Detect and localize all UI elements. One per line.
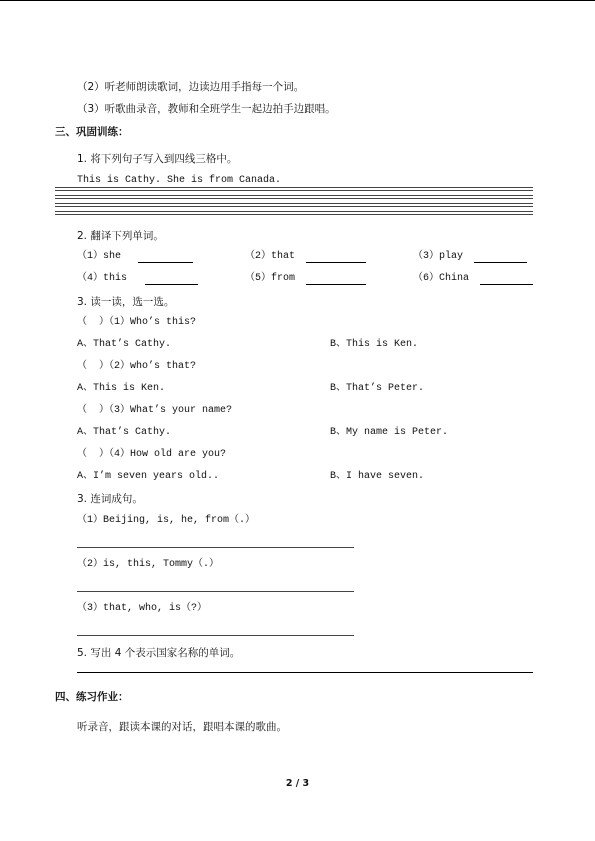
grid-line — [55, 214, 533, 215]
q3-prompt: 3. 读一读，选一选。 — [77, 296, 175, 308]
answer-blank[interactable] — [474, 262, 527, 263]
answer-line[interactable] — [77, 672, 533, 673]
q2-word-2: （2）that — [245, 251, 296, 262]
q3-item-4-stem: （ ）（4）How old are you? — [77, 449, 227, 460]
q3-item-4-option-a: A、I’m seven years old.. — [77, 471, 220, 482]
grid-line — [55, 187, 533, 188]
answer-blank[interactable] — [306, 262, 366, 263]
q2-word-6: （6）China — [413, 273, 470, 284]
q3-item-3-option-a: A、That’s Cathy. — [77, 427, 172, 438]
answer-blank[interactable] — [306, 284, 366, 285]
q4-item-3: （3）that, who, is（?） — [77, 603, 208, 614]
section-4-text: 听录音，跟读本课的对话，跟唱本课的歌曲。 — [77, 721, 287, 733]
grid-line — [55, 190, 533, 191]
grid-line — [55, 195, 533, 196]
answer-blank[interactable] — [480, 284, 533, 285]
section-4-heading: 四、练习作业： — [55, 691, 129, 703]
grid-line — [55, 203, 533, 204]
answer-blank[interactable] — [138, 262, 193, 263]
q4-prompt: 3. 连词成句。 — [77, 493, 143, 505]
q2-word-4: （4）this — [77, 273, 128, 284]
q3-item-1-option-a: A、That’s Cathy. — [77, 339, 172, 350]
q3-item-2-option-b: B、That’s Peter. — [330, 383, 425, 394]
grid-line — [55, 211, 533, 212]
q4-item-1: （1）Beijing, is, he, from（.） — [77, 515, 256, 526]
grid-line — [55, 198, 533, 199]
q2-prompt: 2. 翻译下列单词。 — [77, 230, 164, 242]
q3-item-3-option-b: B、My name is Peter. — [330, 427, 449, 438]
section-3-heading: 三、巩固训练： — [55, 126, 129, 138]
q3-item-4-option-b: B、I have seven. — [330, 471, 425, 482]
answer-line[interactable] — [77, 635, 354, 636]
answer-blank[interactable] — [145, 284, 198, 285]
q3-item-1-stem: （ ）（1）Who’s this? — [77, 317, 197, 328]
q2-word-1: （1）she — [77, 251, 122, 262]
q4-item-2: （2）is, this, Tommy（.） — [77, 559, 220, 570]
answer-line[interactable] — [77, 591, 354, 592]
q3-item-1-option-b: B、This is Ken. — [330, 339, 419, 350]
q3-item-2-stem: （ ）（2）who’s that? — [77, 361, 197, 372]
q1-sentence: This is Cathy. She is from Canada. — [77, 175, 282, 186]
page-top-border — [0, 0, 595, 1]
q2-word-5: （5）from — [245, 273, 296, 284]
q5-prompt: 5. 写出 4 个表示国家名称的单词。 — [77, 647, 241, 659]
q3-item-3-stem: （ ）（3）What’s your name? — [77, 405, 233, 416]
page-number: 2 / 3 — [285, 778, 310, 789]
answer-line[interactable] — [77, 547, 354, 548]
q1-prompt: 1. 将下列句子写入到四线三格中。 — [77, 153, 238, 165]
grid-line — [55, 206, 533, 207]
intro-step-2: （2）听老师朗读歌词，边读边用手指每一个词。 — [77, 81, 305, 93]
q3-item-2-option-a: A、This is Ken. — [77, 383, 166, 394]
intro-step-3: （3）听歌曲录音，教师和全班学生一起边拍手边跟唱。 — [77, 103, 336, 115]
q2-word-3: （3）play — [413, 251, 464, 262]
